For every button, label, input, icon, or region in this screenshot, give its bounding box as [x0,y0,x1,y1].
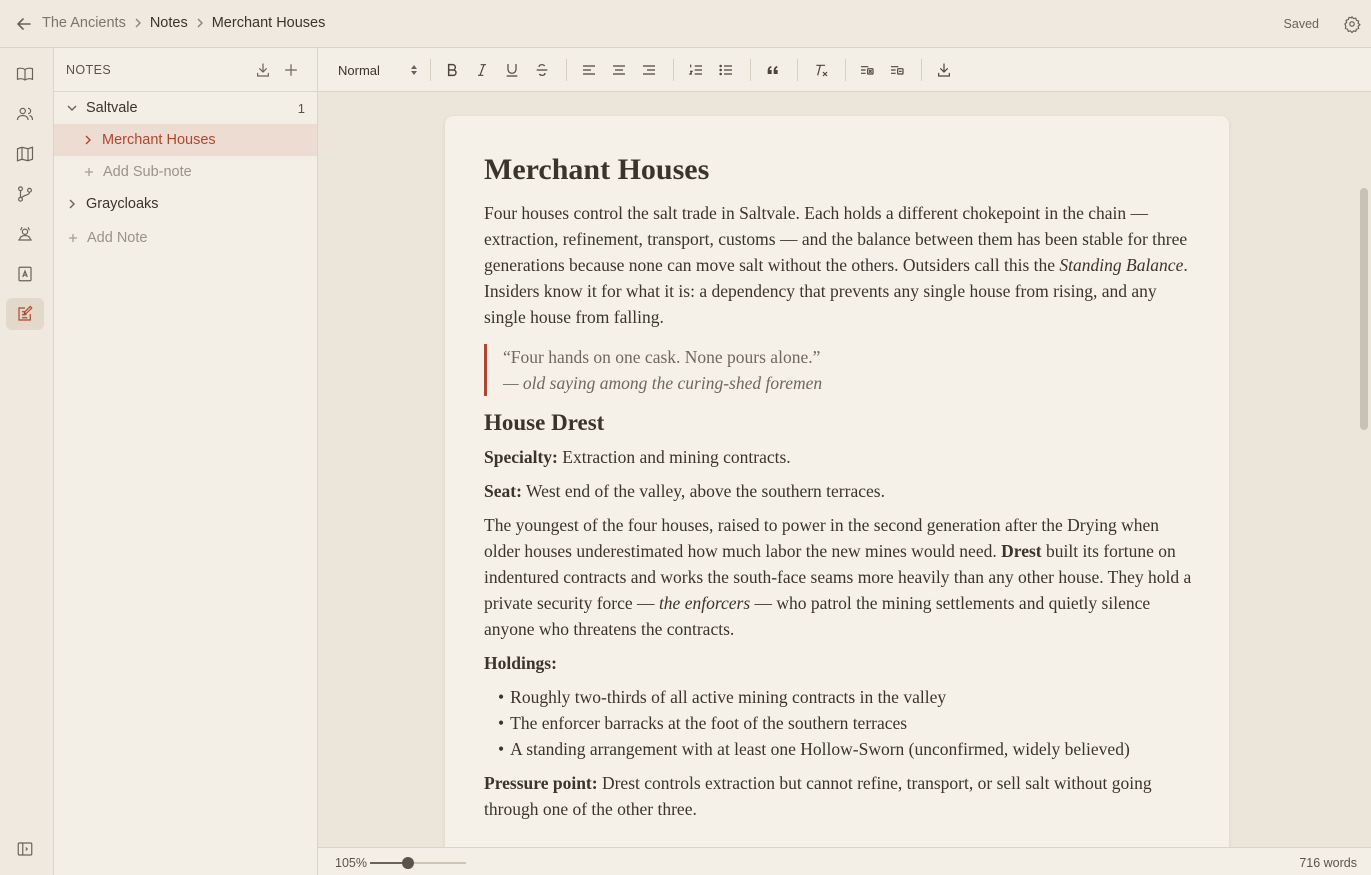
back-arrow-icon[interactable] [14,14,34,34]
book-icon[interactable] [6,58,44,90]
zoom-level: 105% [335,856,367,870]
ordered-list-icon[interactable] [686,60,706,80]
pressure-text: Drest controls extraction but cannot refine, transport, or sell salt without going through one of the other three. [484,773,1152,819]
people-icon[interactable] [6,98,44,130]
italic-icon[interactable] [472,60,492,80]
tree-item-label: Merchant Houses [102,132,216,148]
quote-text: “Four hands on one cask. None pours alone.” [503,347,821,367]
text-style-select[interactable] [332,58,418,82]
sidebar-title: NOTES [66,63,112,77]
add-sub-note-label: Add Sub-note [103,164,192,180]
intro-paragraph[interactable] [484,200,1192,330]
body-paragraph[interactable] [484,512,1192,642]
intro-emphasis: Standing Balance [1059,255,1184,275]
body-text-2: built its fortune on indentured contracts and works the south-face seams more heavily than any other house. They hold a private security force — [484,541,1192,613]
intro-text-2: . Insiders know it for what it is: a dependency that prevents any single house from rising, and any single house from falling. [484,255,1188,327]
holdings-list [498,684,1192,762]
icon-rail [0,48,54,875]
seat-text: West end of the valley, above the southern terraces. [521,481,885,501]
editor-toolbar [318,48,1371,92]
quote-attribution: — old saying among the curing-shed foremen [503,373,823,393]
pressure-label: Pressure point: [484,773,598,793]
map-icon[interactable] [6,138,44,170]
saved-status: Saved [1283,17,1319,31]
specialty-text: Extraction and mining contracts. [557,447,791,467]
tree-item-merchant-houses[interactable] [54,124,317,156]
uncomment-icon[interactable] [887,60,907,80]
notes-sidebar [54,48,318,875]
editor-canvas [318,92,1371,847]
top-bar [0,0,1371,48]
holdings-label-text: Holdings: [484,653,557,673]
strikethrough-icon[interactable] [532,60,552,80]
body-emphasis: the enforcers [658,593,751,613]
toolbar-divider [921,59,922,81]
toolbar-divider [797,59,798,81]
breadcrumb [42,15,325,31]
add-sub-note-button[interactable] [54,156,317,188]
add-note-label: Add Note [87,230,148,246]
sidebar-header [54,48,317,92]
toolbar-divider [750,59,751,81]
chevron-right-icon [134,18,142,28]
body-bold: Drest [1001,541,1042,561]
breadcrumb-item-project[interactable]: The Ancients [42,15,126,31]
underline-icon[interactable] [502,60,522,80]
align-left-icon[interactable] [579,60,599,80]
plus-icon [68,233,78,243]
scrollbar-thumb[interactable] [1360,188,1368,430]
plus-icon[interactable] [283,62,299,78]
section-heading[interactable]: House Drest [484,410,605,435]
bullet-list-icon[interactable] [716,60,736,80]
holdings-label[interactable] [484,650,1192,676]
clear-format-icon[interactable] [811,60,831,80]
notes-icon[interactable] [6,298,44,330]
align-right-icon[interactable] [639,60,659,80]
chevron-right-icon[interactable] [82,134,94,146]
document-page[interactable] [445,116,1229,847]
document-content[interactable] [484,152,1192,830]
toolbar-divider [845,59,846,81]
gear-icon[interactable] [1343,15,1361,33]
character-icon[interactable] [6,218,44,250]
seat-label: Seat: [484,481,522,501]
tree-item-label: Saltvale [86,100,138,116]
list-item[interactable]: • A standing arrangement with at least one Hollow-Sworn (unconfirmed, widely believed) [498,736,1192,762]
comment-icon[interactable] [857,60,877,80]
breadcrumb-item-current: Merchant Houses [211,15,326,31]
list-item[interactable]: • The enforcer barracks at the foot of the southern terraces [498,710,1192,736]
editor-scrollbar[interactable] [1357,92,1371,847]
chevron-down-icon[interactable] [66,102,78,114]
note-count-badge: 1 [297,100,305,116]
download-icon[interactable] [934,60,954,80]
plus-icon [84,167,94,177]
intro-text-1: Four houses control the salt trade in Saltvale. Each holds a different chokepoint in the chain — extraction, refinement, transport, customs — and the balance between them has been stable for three generations because none can move salt without the others. Outsiders call this the [484,203,1188,275]
download-icon[interactable] [255,62,271,78]
toolbar-divider [430,59,431,81]
toolbar-divider [566,59,567,81]
zoom-slider[interactable] [370,862,466,864]
text-style-value: Normal [338,62,380,78]
status-bar [318,847,1371,875]
toolbar-divider [673,59,674,81]
chevron-right-icon[interactable] [66,198,78,210]
add-note-button[interactable] [54,222,317,254]
contact-icon[interactable] [6,258,44,290]
document-title[interactable]: Merchant Houses [484,153,710,186]
word-count: 716 words [1299,856,1357,870]
specialty-line[interactable] [484,444,1192,470]
chevron-right-icon [196,18,204,28]
tree-item-label: Graycloaks [86,196,159,212]
list-item[interactable]: • Roughly two-thirds of all active mining contracts in the valley [498,684,1192,710]
align-center-icon[interactable] [609,60,629,80]
branch-icon[interactable] [6,178,44,210]
body-text-1: The youngest of the four houses, raised to power in the second generation after the Drying when older houses underestimated how much labor the new mines would need. [484,515,1160,561]
blockquote-icon[interactable] [763,60,783,80]
body-text-3: — who patrol the mining settlements and quietly silence anyone who threatens the contracts. [484,593,1151,639]
sidebar-toggle-icon[interactable] [16,840,34,858]
breadcrumb-item-notes[interactable]: Notes [149,15,188,31]
zoom-slider-handle[interactable] [402,857,414,869]
bold-icon[interactable] [442,60,462,80]
tree-item-saltvale[interactable] [54,92,317,124]
specialty-label: Specialty: [484,447,558,467]
seat-line[interactable] [484,478,1192,504]
tree-item-graycloaks[interactable] [54,188,317,220]
pressure-line[interactable] [484,770,1192,822]
blockquote[interactable] [484,344,1192,396]
updown-chevron-icon [410,64,418,76]
